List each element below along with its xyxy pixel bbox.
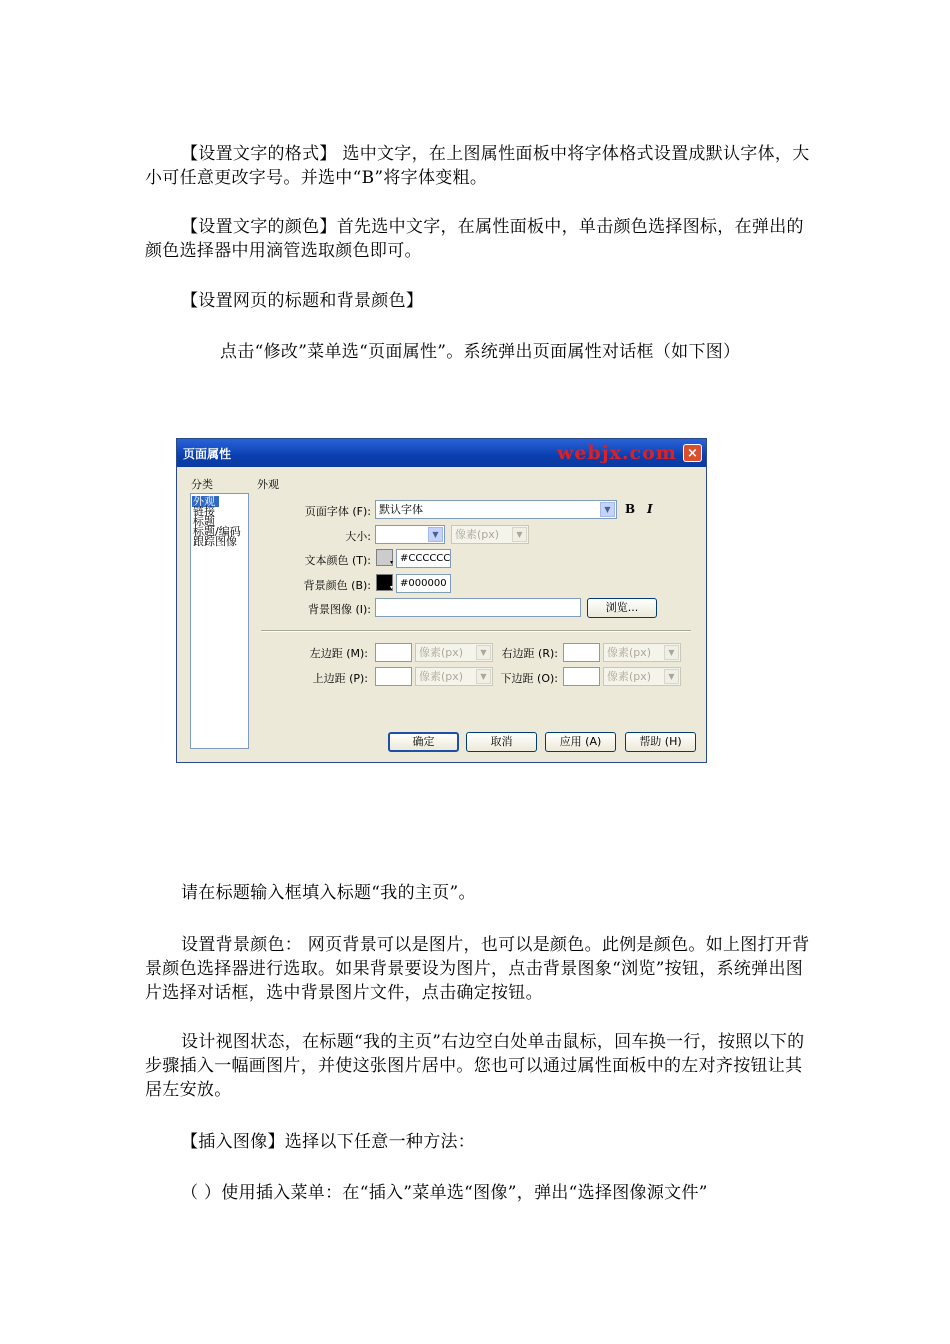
ok-button[interactable]: 确定 xyxy=(388,732,459,752)
text-color-input[interactable] xyxy=(396,549,451,568)
text-color-picker[interactable]: ▾ xyxy=(376,549,393,566)
bg-color-value: #000000 xyxy=(400,578,447,589)
chevron-down-icon[interactable]: ▼ xyxy=(600,502,615,517)
paragraph-page-properties: 点击“修改”菜单选“页面属性”。系统弹出页面属性对话框（如下图） xyxy=(220,342,741,362)
right-margin-input[interactable] xyxy=(563,643,600,662)
bottom-margin-unit-select[interactable] xyxy=(603,667,681,686)
italic-icon[interactable]: I xyxy=(647,502,653,516)
size-select[interactable] xyxy=(375,525,445,544)
paragraph-text-format: 【设置文字的格式】 选中文字，在上图属性面板中将字体格式设置成默认字体，大小可任意更改字号。并选中“B”将字体变粗。 xyxy=(145,144,810,188)
bottom-margin-unit-value: 像素(px) xyxy=(607,670,652,683)
size-label: 大小: xyxy=(345,530,371,543)
left-margin-label: 左边距 (M): xyxy=(309,647,368,660)
right-margin-label: 右边距 (R): xyxy=(501,647,558,660)
chevron-down-icon[interactable]: ▼ xyxy=(476,645,491,660)
paragraph-title-input: 请在标题输入框填入标题“我的主页”。 xyxy=(181,883,476,903)
page-font-select[interactable] xyxy=(375,500,617,519)
category-item-headings[interactable]: 标题 xyxy=(193,515,215,528)
chevron-down-icon[interactable]: ▼ xyxy=(476,669,491,684)
right-margin-unit-value: 像素(px) xyxy=(607,646,652,659)
category-label: 分类 xyxy=(191,478,213,491)
left-margin-unit-value: 像素(px) xyxy=(419,646,464,659)
left-margin-input[interactable] xyxy=(375,643,412,662)
chevron-down-icon[interactable]: ▼ xyxy=(512,527,527,542)
page-properties-dialog xyxy=(176,438,707,763)
watermark: webjx.com xyxy=(557,442,677,464)
size-unit-value: 像素(px) xyxy=(455,528,500,541)
chevron-down-icon[interactable]: ▼ xyxy=(664,669,679,684)
bottom-margin-label: 下边距 (O): xyxy=(500,672,558,685)
size-unit-select[interactable] xyxy=(451,525,529,544)
text-color-value: #CCCCCC xyxy=(400,553,451,564)
bg-image-input[interactable] xyxy=(375,598,581,617)
category-item-tracing-image[interactable]: 跟踪图像 xyxy=(193,535,237,548)
dialog-titlebar xyxy=(177,439,706,467)
help-button[interactable]: 帮助 (H) xyxy=(625,732,696,752)
bg-color-picker[interactable]: ▾ xyxy=(376,574,393,591)
close-icon[interactable]: × xyxy=(683,444,702,462)
text-color-label: 文本颜色 (T): xyxy=(304,554,371,567)
apply-button[interactable]: 应用 (A) xyxy=(545,732,616,752)
bottom-margin-input[interactable] xyxy=(563,667,600,686)
category-item-title-encoding[interactable]: 标题/编码 xyxy=(193,525,241,538)
category-list[interactable] xyxy=(190,493,249,749)
bg-color-label: 背景颜色 (B): xyxy=(303,579,371,592)
page-font-value: 默认字体 xyxy=(379,503,423,516)
bg-color-input[interactable] xyxy=(396,574,451,593)
paragraph-text-color: 【设置文字的颜色】首先选中文字，在属性面板中，单击颜色选择图标，在弹出的颜色选择器中用滴管选取颜色即可。 xyxy=(145,217,804,261)
category-item-links[interactable]: 链接 xyxy=(193,505,215,518)
section-title: 外观 xyxy=(257,478,279,491)
cancel-button[interactable]: 取消 xyxy=(466,732,537,752)
right-margin-unit-select[interactable] xyxy=(603,643,681,662)
bold-icon[interactable]: B xyxy=(625,502,636,516)
page-font-label: 页面字体 (F): xyxy=(304,505,371,518)
top-margin-label: 上边距 (P): xyxy=(312,672,368,685)
top-margin-input[interactable] xyxy=(375,667,412,686)
paragraph-insert-menu: （ ）使用插入菜单：在“插入”菜单选“图像”，弹出“选择图像源文件” xyxy=(181,1183,708,1203)
category-item-appearance[interactable]: 外观 xyxy=(192,496,219,507)
dialog-title: 页面属性 xyxy=(183,447,232,461)
paragraph-page-title-bg-heading: 【设置网页的标题和背景颜色】 xyxy=(181,291,424,311)
paragraph-insert-image-heading: 【插入图像】选择以下任意一种方法： xyxy=(181,1132,476,1152)
browse-button[interactable]: 浏览... xyxy=(587,598,657,618)
chevron-down-icon[interactable]: ▼ xyxy=(428,527,443,542)
chevron-down-icon[interactable]: ▼ xyxy=(664,645,679,660)
paragraph-design-view: 设计视图状态，在标题“我的主页”右边空白处单击鼠标，回车换一行，按照以下的步骤插入一幅画图片，并使这张图片居中。您也可以通过属性面板中的左对齐按钮让其居左安放。 xyxy=(145,1032,805,1100)
separator xyxy=(261,630,691,632)
bg-image-label: 背景图像 (I): xyxy=(307,603,371,616)
top-margin-unit-value: 像素(px) xyxy=(419,670,464,683)
paragraph-background-color: 设置背景颜色： 网页背景可以是图片，也可以是颜色。此例是颜色。如上图打开背景颜色选择器进行选取。如果背景要设为图片，点击背景图象“浏览”按钮，系统弹出图片选择对话框，选中背景图片文件，点击确定按钮。 xyxy=(145,935,810,1003)
